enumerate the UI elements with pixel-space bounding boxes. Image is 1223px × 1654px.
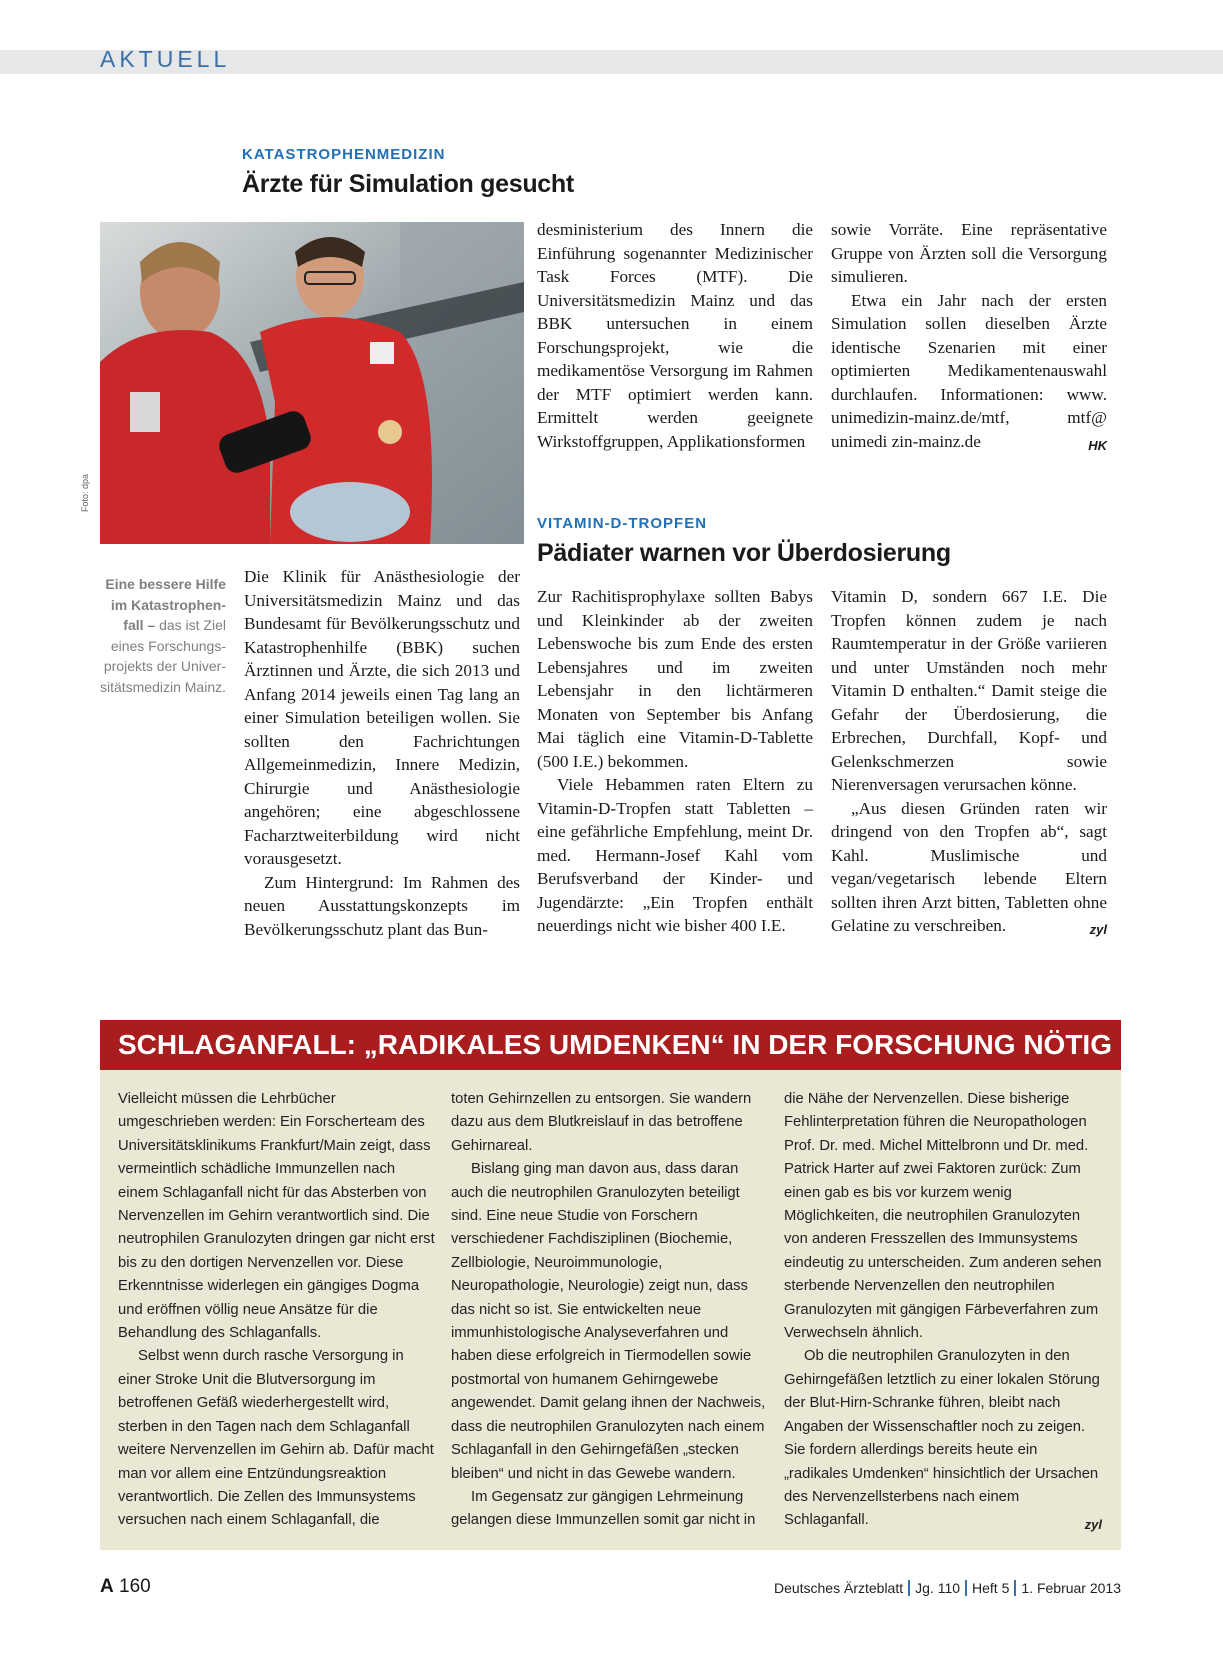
article2-headline: Pädiater warnen vor Überdosierung: [537, 539, 951, 567]
box-header: [100, 1020, 1121, 1070]
caption-text: das ist Ziel eines Forschungs-projekts der Univer-sitätsmedizin Mainz.: [99, 617, 226, 695]
paragraph: Vielleicht müssen die Lehrbücher umgeschrieben werden: Ein Forscherteam des Universitätsklinikums Frankfurt/Main zeigt, dass vermeintlich schädliche Immunzellen nach einem Schlaganfall nicht für das Absterben von Nervenzellen im Gehirn verantwortlich sind. Die neutrophilen Granulozyten dringen gar nicht erst bis zu den dortigen Nervenzellen vor. Diese Erkenntnisse widerlegen ein gängiges Dogma und eröffnen völlig neue Ansätze für die Behandlung des Schlaganfalls.: [118, 1091, 435, 1342]
paragraph: [831, 289, 1107, 454]
paragraph: Bislang ging man davon aus, dass daran auch die neutrophilen Granulozyten beteiligt sind. Eine neue Studie von Forschern verschiedener Fachdisziplinen (Biochemie, Zellbiologie, Neuroimmunologie, Neuropathologie, Neurologie) zeigt nun, dass das nicht so ist. Sie entwickelten neue immunhistologische Analyseverfahren und haben diese erfolgreich in Tiermodellen sowie postmortal von humanem Gehirngewebe angewendet. Damit gelang ihnen der Nachweis, dass die neutrophilen Granulozyten nach einem Schlaganfall in den Gehirngefäßen „stecken bleiben“ und nicht in das Gewebe wandern.: [451, 1161, 766, 1482]
journal-name: Deutsches Ärzteblatt: [773, 1580, 904, 1596]
page-number-value: 160: [119, 1576, 151, 1597]
paragraph-text: „Aus diesen Gründen raten wir dringend von den Tropfen ab“, sagt Kahl. Muslimische und vegan/vegetarisch lebende Eltern sollten ihren Arzt bitten, Tabletten ohne Gelatine zu verschreiben.: [831, 798, 1107, 935]
article2-column-2: [831, 585, 1107, 942]
journal-info: [774, 1580, 1121, 1596]
journal-volume: Jg. 110: [915, 1580, 961, 1596]
article1-column-3: [831, 218, 1107, 457]
paragraph: [831, 797, 1107, 938]
section-label: AKTUELL: [100, 46, 231, 72]
signature: zyl: [1084, 1517, 1102, 1533]
photo-caption: [96, 574, 226, 697]
paragraph: Im Gegensatz zur gängigen Lehrmeinung gelangen diese Immunzellen somit gar nicht in: [451, 1488, 756, 1529]
paragraph: [784, 1345, 1102, 1532]
divider: [908, 1580, 910, 1596]
signature: HK: [1088, 437, 1107, 453]
paragraph: sowie Vorräte. Eine repräsentative Gruppe von Ärzten soll die Versorgung simulieren.: [831, 220, 1107, 286]
article2-kicker: VITAMIN-D-TROPFEN: [537, 515, 708, 532]
paragraph-text: Etwa ein Jahr nach der ersten Simulation sollen dieselben Ärzte identische Szenarien mit einer optimierten Medikamentenauswahl durchlaufen. Informationen: www. unimedizin-mainz.de/mtf, mtf@ unimedi zin-mainz.de: [831, 290, 1107, 451]
paragraph: Vitamin D, sondern 667 I.E. Die Tropfen können zudem je nach Raumtemperatur in der Größe variieren und unter Umständen noch mehr Vitamin D enthalten.“ Damit steige die Gefahr der Überdosierung, die Erbrechen, Durchfall, Kopf- und Gelenkschmerzen sowie Nierenversagen verursachen könne.: [831, 587, 1107, 794]
box-column-3: [784, 1088, 1102, 1537]
divider: [965, 1580, 967, 1596]
paragraph: Zur Rachitisprophylaxe sollten Babys und Kleinkinder ab der zweiten Lebenswoche bis zum Ende des ersten Lebensjahres und im zweiten Lebensjahr in den lichtärmeren Monaten von September bis Anfang Mai täglich eine Vitamin-D-Tablette (500 I.E.) bekommen.: [537, 587, 813, 771]
box-column-2: [451, 1088, 769, 1533]
article1-headline: Ärzte für Simulation gesucht: [242, 170, 574, 198]
stroke-news-box: [100, 1020, 1121, 1550]
article1-column-1: [244, 565, 520, 941]
box-title: SCHLAGANFALL: „RADIKALES UMDENKEN“ IN DER FORSCHUNG NÖTIG: [118, 1029, 1112, 1060]
paragraph: Viele Hebammen raten Eltern zu Vitamin-D-Tropfen statt Tabletten – eine gefährliche Empfehlung, meint Dr. med. Hermann-Josef Kahl vom Berufsverband der Kinder- und Jugendärzte: „Ein Tropfen enthält neuerdings nicht wie bisher 400 I.E.: [537, 775, 813, 935]
paragraph: toten Gehirnzellen zu entsorgen. Sie wandern dazu aus dem Blutkreislauf in das betroffene Gehirnareal.: [451, 1091, 752, 1154]
page-number: [100, 1576, 151, 1598]
divider: [1014, 1580, 1016, 1596]
rescue-doctors-photo: [100, 222, 524, 544]
signature: zyl: [1089, 922, 1107, 937]
article1-photo: [100, 222, 524, 544]
paragraph: Zum Hintergrund: Im Rahmen des neuen Ausstattungskonzepts im Bevölkerungsschutz plant das Bun-: [244, 872, 520, 939]
paragraph: desministerium des Innern die Einführung sogenannter Medizinischer Task Forces (MTF). Die Universitätsmedizin Mainz und das BBK untersuchen in einem Forschungsprojekt, wie die medikamentöse Versorgung im Rahmen der MTF optimiert werden kann. Ermittelt werden geeignete Wirkstoffgruppen, Applikationsformen: [537, 220, 813, 451]
paragraph: Die Klinik für Anästhesiologie der Universitätsmedizin Mainz und das Bundesamt für Bevölkerungsschutz und Katastrophenhilfe (BBK) suchen Ärztinnen und Ärzte, die sich 2013 und Anfang 2014 jeweils einen Tag lang an einer Simulation beteiligen wollen. Sie sollten den Fachrichtungen Allgemeinmedizin, Innere Medizin, Chirurgie und Anästhesiologie angehören; eine abgeschlossene Facharztweiterbildung wird nicht vorausgesetzt.: [244, 567, 520, 868]
page-prefix: A: [100, 1576, 114, 1597]
box-column-1: [118, 1088, 436, 1533]
article1-kicker: KATASTROPHENMEDIZIN: [242, 146, 446, 163]
journal-issue: Heft 5: [972, 1580, 1010, 1596]
caption-bold: Eine bessere Hilfe im Katastrophen-fall –: [105, 576, 226, 633]
paragraph-text: Ob die neutrophilen Granulozyten in den Gehirngefäßen letztlich zu einer lokalen Störung der Blut-Hirn-Schranke führen, bleibt nach Angaben der Wissenschaftler noch zu zeigen. Sie fordern allerdings bereits heute ein „radikales Umdenken“ hinsichtlich der Ursachen des Nervenzellsterbens nach einem Schlaganfall.: [784, 1348, 1100, 1529]
paragraph: die Nähe der Nervenzellen. Diese bisherige Fehlinterpretation führen die Neuropathologen Prof. Dr. med. Michel Mittelbronn und Dr. med. Patrick Harter auf zwei Faktoren zurück: Zum einen gab es bis vor kurzem wenig Möglichkeiten, die neutrophilen Granulozyten von anderen Fresszellen des Immunsystems eindeutig zu unterscheiden. Zum anderen sehen sterbende Nervenzellen den neutrophilen Granulozyten mit gängigen Färbeverfahren zum Verwechseln ähnlich.: [784, 1091, 1102, 1342]
article1-column-2: [537, 218, 813, 453]
paragraph: Selbst wenn durch rasche Versorgung in einer Stroke Unit die Blutversorgung im betroffenen Gefäß wiederhergestellt wird, sterben in den Tagen nach dem Schlaganfall weitere Nervenzellen im Gehirn ab. Dafür macht man vor allem eine Entzündungsreaktion verantwortlich. Die Zellen des Immunsystems versuchen nach einem Schlaganfall, die: [118, 1348, 434, 1529]
article2-column-1: [537, 585, 813, 938]
journal-date: 1. Februar 2013: [1021, 1580, 1121, 1596]
photo-credit: Foto: dpa: [80, 473, 90, 512]
